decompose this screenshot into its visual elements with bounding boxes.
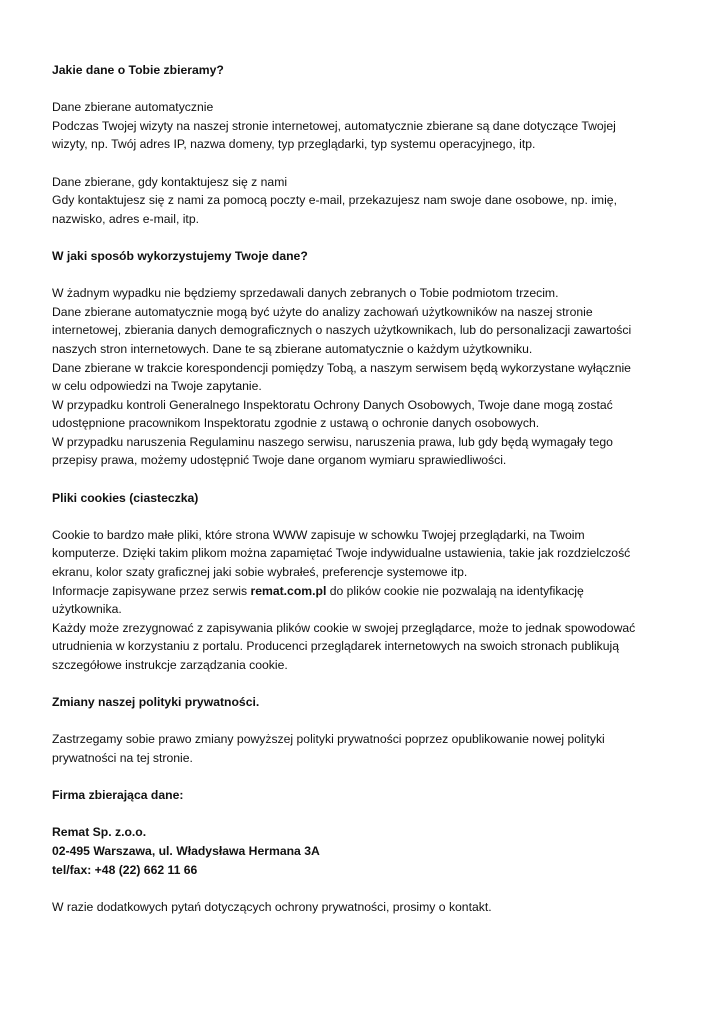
- paragraph-line: internetowej, zbierania danych demograficznych o naszych użytkownikach, lub do personalizacji zawartości: [52, 323, 632, 338]
- paragraph-line: przepisy prawa, możemy udostępnić Twoje dane organom wymiaru sprawiedliwości.: [52, 453, 507, 468]
- company-name: Remat Sp. z.o.o.: [52, 825, 147, 840]
- heading-cookies: Pliki cookies (ciasteczka): [52, 490, 199, 505]
- paragraph-line: W przypadku kontroli Generalnego Inspektoratu Ochrony Danych Osobowych, Twoje dane mogą zostać: [52, 397, 613, 412]
- paragraph-line: użytkownika.: [52, 602, 122, 617]
- paragraph-line: Gdy kontaktujesz się z nami za pomocą poczty e-mail, przekazujesz nam swoje dane osobowe, np. imię,: [52, 193, 617, 208]
- paragraph-line: [52, 582, 678, 601]
- paragraph-line: Zastrzegamy sobie prawo zmiany powyższej polityki prywatności poprzez opublikowanie nowej polityki: [52, 732, 605, 747]
- company-phone: tel/fax: +48 (22) 662 11 66: [52, 862, 198, 877]
- paragraph-line: Cookie to bardzo małe pliki, które strona WWW zapisuje w schowku Twojej przeglądarki, na Twoim: [52, 527, 585, 542]
- paragraph-line: szczegółowe instrukcje zarządzania cookie.: [52, 658, 288, 672]
- heading-data-usage: W jaki sposób wykorzystujemy Twoje dane?: [52, 248, 308, 263]
- paragraph-line: Podczas Twojej wizyty na naszej stronie internetowej, automatycznie zbierane są dane dotyczące Twojej: [52, 118, 616, 133]
- cookie-info-suffix: do plików cookie nie pozwalają na identyfikację: [326, 583, 584, 598]
- heading-data-controller: Firma zbierająca dane:: [52, 788, 184, 803]
- subheading-contact-data: Dane zbierane, gdy kontaktujesz się z nami: [52, 174, 288, 189]
- paragraph-line: Każdy może zrezygnować z zapisywania plików cookie w swojej przeglądarce, może to jednak spowodować: [52, 620, 636, 635]
- site-domain: remat.com.pl: [250, 583, 327, 598]
- privacy-policy-document: [52, 61, 678, 916]
- paragraph-line: utrudnienia w korzystaniu z portalu. Producenci przeglądarek internetowych na swoich stronach publikują: [52, 639, 620, 654]
- paragraph-line: ekranu, kolor szaty graficznej jaki sobie wybrałeś, preferencje systemowe itp.: [52, 565, 468, 580]
- paragraph-line: Dane zbierane w trakcie korespondencji pomiędzy Tobą, a naszym serwisem będą wykorzystane wyłącznie: [52, 360, 631, 375]
- company-address: 02-495 Warszawa, ul. Władysława Hermana 3A: [52, 843, 320, 858]
- heading-policy-changes: Zmiany naszej polityki prywatności.: [52, 695, 260, 710]
- paragraph-line: W przypadku naruszenia Regulaminu naszego serwisu, naruszenia prawa, lub gdy będą wymagały tego: [52, 434, 613, 449]
- subheading-auto-data: Dane zbierane automatycznie: [52, 100, 214, 115]
- paragraph-line: udostępnione pracownikom Inspektoratu zgodnie z ustawą o ochronie danych osobowych.: [52, 416, 540, 431]
- paragraph-line: prywatności na tej stronie.: [52, 750, 193, 765]
- paragraph-line: naszych stron internetowych. Dane te są zbierane automatycznie o każdym użytkowniku.: [52, 341, 533, 356]
- paragraph-line: komputerze. Dzięki takim plikom można zapamiętać Twoje indywidualne ustawienia, takie jak rozdzielczość: [52, 546, 631, 561]
- heading-data-collected: Jakie dane o Tobie zbieramy?: [52, 63, 224, 77]
- paragraph-line: wizyty, np. Twój adres IP, nazwa domeny, typ przeglądarki, typ systemu operacyjnego, itp.: [52, 137, 536, 152]
- paragraph-line: W żadnym wypadku nie będziemy sprzedawali danych zebranych o Tobie podmiotom trzecim.: [52, 286, 559, 301]
- closing-line: W razie dodatkowych pytań dotyczących ochrony prywatności, prosimy o kontakt.: [52, 899, 492, 914]
- cookie-info-prefix: Informacje zapisywane przez serwis: [52, 583, 251, 598]
- paragraph-line: nazwisko, adres e-mail, itp.: [52, 211, 199, 226]
- paragraph-line: w celu odpowiedzi na Twoje zapytanie.: [52, 379, 262, 394]
- paragraph-line: Dane zbierane automatycznie mogą być użyte do analizy zachowań użytkowników na naszej stronie: [52, 304, 593, 319]
